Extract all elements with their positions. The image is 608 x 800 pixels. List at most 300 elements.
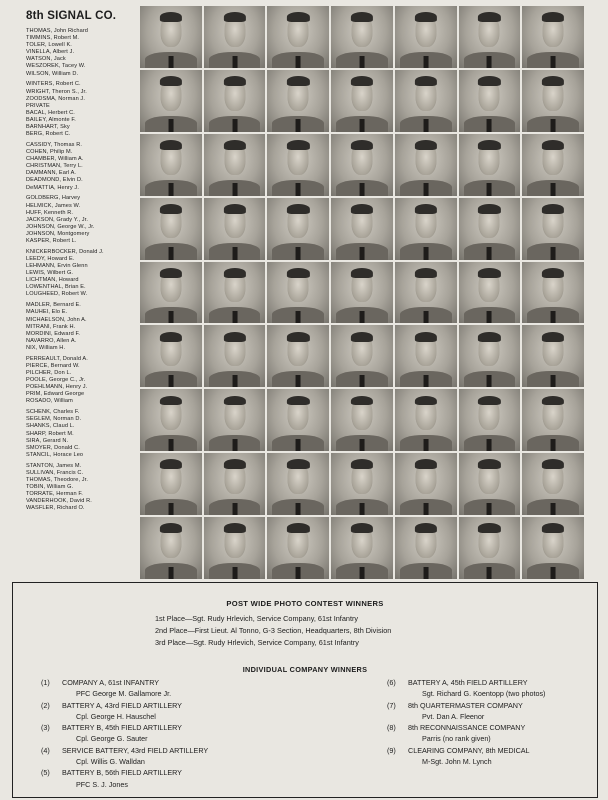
portrait-tie [487, 247, 492, 259]
portrait-photo [459, 325, 521, 387]
portrait-tie [487, 567, 492, 579]
portrait-photo [204, 134, 266, 196]
portrait-hair [542, 140, 564, 150]
roster-name: KNICKERBOCKER, Donald J. [26, 248, 104, 255]
roster-name: SIRA, Gerard N. [26, 437, 69, 444]
portrait-photo [395, 389, 457, 451]
portrait-tie [296, 311, 301, 323]
roster-name: WRIGHT, Theron S., Jr. [26, 88, 87, 95]
winner-number: (4) [41, 745, 50, 755]
portrait-photo [522, 70, 584, 132]
portrait-hair [542, 12, 564, 22]
portrait-photo [522, 198, 584, 260]
portrait-tie [360, 247, 365, 259]
contest-places [155, 613, 391, 649]
portrait-tie [296, 567, 301, 579]
portrait-photo [204, 453, 266, 515]
portrait-hair [287, 268, 309, 278]
portrait-tie [423, 247, 428, 259]
portrait-tie [423, 439, 428, 451]
portrait-tie [423, 503, 428, 515]
roster-name: TORRATE, Herman F. [26, 491, 83, 498]
portrait-tie [551, 119, 556, 131]
portrait-tie [232, 247, 237, 259]
winner-name: PFC George M. Gallamore Jr. [76, 689, 172, 699]
portrait-hair [223, 523, 245, 533]
portrait-hair [415, 332, 437, 342]
portrait-hair [415, 204, 437, 214]
portrait-photo [331, 517, 393, 579]
portrait-hair [542, 523, 564, 533]
portrait-tie [168, 247, 173, 259]
winner-entry [387, 722, 545, 745]
portrait-photo [204, 198, 266, 260]
portrait-photo [204, 517, 266, 579]
portrait-hair [160, 204, 182, 214]
portrait-photo [395, 198, 457, 260]
portrait-hair [351, 268, 373, 278]
roster-name: MICHAELSON, John A. [26, 316, 87, 323]
roster-name: PRIVATE [26, 102, 50, 109]
portrait-photo [267, 134, 329, 196]
roster-name: LEEDY, Howard E. [26, 256, 75, 262]
roster-name: TIMMINS, Robert M. [26, 35, 80, 42]
roster-name: BACAL, Herbert C. [26, 109, 75, 116]
portrait-photo [395, 262, 457, 324]
roster-name: SHANKS, Claud L. [26, 423, 75, 430]
roster-name: WILSON, William D. [26, 70, 79, 77]
portrait-hair [351, 140, 373, 150]
portrait-photo [267, 389, 329, 451]
roster-name: DEADMOND, Elvin D. [26, 177, 83, 184]
portrait-tie [551, 311, 556, 323]
portrait-photo [140, 134, 202, 196]
roster-name: POOLE, George C., Jr. [26, 377, 86, 384]
portrait-tie [232, 119, 237, 131]
portrait-tie [551, 183, 556, 195]
portrait-tie [296, 56, 301, 68]
winners-column-right [387, 677, 545, 767]
portrait-photo [459, 389, 521, 451]
roster-name: PIERCE, Bernard W. [26, 362, 80, 369]
portrait-photo [459, 517, 521, 579]
winner-name: M-Sgt. John M. Lynch [422, 757, 492, 767]
roster-name: PERREAULT, Donald A. [26, 355, 88, 362]
winner-number: (1) [41, 678, 50, 687]
portrait-hair [415, 12, 437, 22]
roster-name: CHAMBER, William A. [26, 156, 84, 163]
portrait-hair [478, 12, 500, 22]
winner-number: (2) [41, 700, 50, 710]
name-group [26, 142, 138, 192]
portrait-hair [351, 12, 373, 22]
portrait-photo [267, 198, 329, 260]
portrait-photo [204, 389, 266, 451]
roster-name: BERG, Robert C. [26, 131, 71, 138]
roster-name: JOHNSON, George W., Jr. [26, 223, 95, 230]
roster-name: HUFF, Kenneth R. [26, 209, 73, 216]
portrait-photo [331, 325, 393, 387]
contest-heading: POST WIDE PHOTO CONTEST WINNERS [226, 599, 384, 608]
winner-entry [387, 677, 545, 700]
portrait-hair [478, 268, 500, 278]
portrait-tie [232, 311, 237, 323]
roster-name: GOLDBERG, Harvey [26, 195, 81, 202]
portrait-hair [160, 268, 182, 278]
portrait-tie [423, 567, 428, 579]
winner-name: Cpl. George H. Hauschel [76, 711, 156, 721]
portrait-photo [459, 198, 521, 260]
winner-entry [41, 722, 208, 745]
contest-third-place: 3rd Place—Sgt. Rudy Hrlevich, Service Company, 61st Infantry [155, 638, 359, 647]
portrait-hair [287, 396, 309, 406]
roster-name: SHARP, Robert M. [26, 430, 74, 437]
portrait-tie [296, 119, 301, 131]
roster-name: LOWENTHAL, Brian E. [26, 284, 86, 291]
portrait-tie [551, 56, 556, 68]
portrait-hair [160, 76, 182, 86]
winner-name: Parris (no rank given) [422, 734, 491, 744]
portrait-photo [204, 6, 266, 68]
portrait-hair [415, 268, 437, 278]
portrait-photo [522, 6, 584, 68]
name-group [26, 409, 138, 459]
portrait-photo [522, 517, 584, 579]
portrait-tie [296, 439, 301, 451]
winner-unit: 8th RECONNAISSANCE COMPANY [408, 723, 526, 733]
portrait-hair [223, 204, 245, 214]
portrait-hair [415, 523, 437, 533]
roster-name: ROSADO, William [26, 398, 73, 405]
portrait-hair [351, 204, 373, 214]
roster-name: MITRANI, Frank H. [26, 323, 76, 330]
winner-number: (9) [387, 745, 396, 755]
roster-name: LEWIS, Wilbert G. [26, 270, 74, 277]
winner-number: (8) [387, 723, 396, 733]
portrait-photo [140, 325, 202, 387]
roster-name: CASSIDY, Thomas R. [26, 142, 82, 148]
winner-name: PFC S. J. Jones [76, 779, 128, 789]
roster-name: SULLIVAN, Francis C. [26, 469, 84, 476]
portrait-hair [478, 459, 500, 469]
portrait-photo [395, 517, 457, 579]
portrait-photo [267, 70, 329, 132]
portrait-photo [204, 325, 266, 387]
portrait-tie [551, 567, 556, 579]
roster-name: MADLER, Bernard E. [26, 302, 81, 309]
portrait-tie [168, 119, 173, 131]
portrait-hair [542, 459, 564, 469]
winner-unit: BATTERY B, 56th FIELD ARTILLERY [62, 768, 182, 778]
name-group [26, 302, 138, 352]
portrait-tie [423, 56, 428, 68]
name-group [26, 249, 138, 299]
winner-unit: CLEARING COMPANY, 8th MEDICAL [408, 745, 530, 755]
roster-name: CHRISTMAN, Terry L. [26, 163, 83, 170]
portrait-hair [160, 332, 182, 342]
portrait-tie [168, 311, 173, 323]
portrait-hair [351, 76, 373, 86]
winner-unit: COMPANY A, 61st INFANTRY [62, 678, 160, 687]
name-group [26, 463, 138, 513]
portrait-tie [232, 183, 237, 195]
roster-name: SMOYER, Donald C. [26, 444, 80, 451]
portrait-hair [287, 12, 309, 22]
winner-name: Cpl. George G. Sauter [76, 734, 148, 744]
roster-name: WESZOREK, Tacey W. [26, 63, 86, 70]
portrait-photo [459, 453, 521, 515]
portrait-photo [140, 70, 202, 132]
portrait-hair [415, 396, 437, 406]
portrait-photo [522, 389, 584, 451]
winner-unit: 8th QUARTERMASTER COMPANY [408, 700, 523, 710]
contest-second-place: 2nd Place—First Lieut. Al Tonno, G-3 Section, Headquarters, 8th Division [155, 626, 392, 635]
roster-name: JACKSON, Grady Y., Jr. [26, 216, 88, 223]
individual-winners-heading: INDIVIDUAL COMPANY WINNERS [242, 665, 368, 674]
portrait-photo [459, 262, 521, 324]
winner-entry [387, 745, 545, 768]
portrait-tie [423, 311, 428, 323]
winner-number: (3) [41, 723, 50, 733]
portrait-tie [551, 247, 556, 259]
portrait-hair [478, 523, 500, 533]
portrait-tie [232, 56, 237, 68]
portrait-hair [351, 523, 373, 533]
portrait-tie [168, 56, 173, 68]
portrait-hair [223, 396, 245, 406]
portrait-tie [423, 183, 428, 195]
portrait-photo [267, 517, 329, 579]
name-group [26, 356, 138, 406]
portrait-tie [551, 503, 556, 515]
portrait-photo [140, 453, 202, 515]
roster-name: VINELLA, Albert J. [26, 49, 75, 56]
portrait-photo [395, 6, 457, 68]
winner-entry [41, 677, 208, 700]
roster-name: JOHNSON, Montgomery [26, 230, 90, 237]
winner-unit: BATTERY A, 43rd FIELD ARTILLERY [62, 700, 182, 710]
portrait-tie [232, 439, 237, 451]
portrait-tie [360, 503, 365, 515]
roster-name: NIX, William H. [26, 344, 66, 351]
portrait-photo [140, 389, 202, 451]
portrait-tie [168, 439, 173, 451]
portrait-hair [542, 268, 564, 278]
roster-name: WASFLER, Richard O. [26, 505, 85, 512]
portrait-photo [395, 453, 457, 515]
roster-name: PILCHER, Don L. [26, 370, 72, 376]
portrait-tie [360, 311, 365, 323]
portrait-photo [267, 325, 329, 387]
portrait-hair [160, 459, 182, 469]
roster-name: THOMAS, Theodore, Jr. [26, 476, 88, 483]
winner-name: Sgt. Richard G. Koentopp (two photos) [422, 689, 546, 699]
roster-name: PRIM, Edward George [26, 391, 85, 398]
portrait-hair [415, 76, 437, 86]
portrait-photo [140, 6, 202, 68]
portrait-hair [287, 204, 309, 214]
portrait-tie [487, 56, 492, 68]
winners-column-left [41, 677, 208, 790]
portrait-hair [542, 76, 564, 86]
portrait-tie [296, 247, 301, 259]
portrait-tie [423, 375, 428, 387]
roster-name: TOLER, Lowell K. [26, 42, 72, 49]
portrait-tie [487, 119, 492, 131]
portrait-photo [395, 134, 457, 196]
portrait-photo [522, 325, 584, 387]
portrait-photo [331, 389, 393, 451]
portrait-hair [223, 459, 245, 469]
portrait-hair [287, 140, 309, 150]
winner-number: (5) [41, 768, 50, 778]
portrait-hair [287, 523, 309, 533]
roster-name: DAMMANN, Earl A. [26, 170, 77, 177]
portrait-hair [351, 396, 373, 406]
portrait-tie [360, 183, 365, 195]
portrait-photo [522, 262, 584, 324]
portrait-photo [267, 262, 329, 324]
portrait-tie [296, 183, 301, 195]
portrait-hair [223, 332, 245, 342]
winner-name: Cpl. Willis G. Walldan [76, 757, 145, 767]
portrait-tie [296, 375, 301, 387]
portrait-tie [232, 567, 237, 579]
portrait-photo [331, 70, 393, 132]
roster-name: LEHMANN, Ervin Glenn [26, 263, 88, 270]
roster-name: MORDINI, Edward F. [26, 330, 81, 337]
portrait-hair [287, 459, 309, 469]
roster-name: LOUGHEED, Robert W. [26, 291, 88, 298]
portrait-tie [551, 375, 556, 387]
portrait-hair [160, 523, 182, 533]
portrait-photo [204, 262, 266, 324]
portrait-hair [478, 140, 500, 150]
portrait-hair [478, 76, 500, 86]
contest-first-place: 1st Place—Sgt. Rudy Hrlevich, Service Company, 61st Infantry [155, 614, 359, 623]
roster-name: DeMATTIA, Henry J. [26, 184, 79, 191]
portrait-photo [395, 325, 457, 387]
portrait-photo [267, 453, 329, 515]
portrait-tie [487, 503, 492, 515]
name-group [26, 81, 138, 138]
portrait-photo [395, 70, 457, 132]
portrait-photo [331, 134, 393, 196]
portrait-tie [551, 439, 556, 451]
winner-entry [387, 700, 545, 723]
portrait-hair [478, 396, 500, 406]
portrait-tie [296, 503, 301, 515]
winner-unit: SERVICE BATTERY, 43rd FIELD ARTILLERY [62, 745, 209, 755]
portrait-photo [331, 453, 393, 515]
roster-name: STANTON, James M. [26, 462, 82, 469]
portrait-hair [542, 396, 564, 406]
portrait-tie [360, 567, 365, 579]
roster-name: SEGLEM, Norman D. [26, 416, 82, 423]
portrait-hair [542, 332, 564, 342]
portrait-photo [204, 70, 266, 132]
portrait-photo [140, 262, 202, 324]
portrait-hair [287, 76, 309, 86]
portrait-hair [160, 12, 182, 22]
page-title: 8th SIGNAL CO. [26, 10, 117, 22]
portrait-hair [223, 12, 245, 22]
portrait-hair [478, 204, 500, 214]
winner-name: Pvt. Dan A. Fleenor [422, 711, 485, 721]
portrait-photo [140, 517, 202, 579]
roster-name: NAVARRO, Allen A. [26, 337, 77, 344]
roster-name: WATSON, Jack [26, 56, 66, 63]
portrait-tie [423, 119, 428, 131]
portrait-hair [351, 459, 373, 469]
portrait-tie [360, 119, 365, 131]
portrait-photo [459, 6, 521, 68]
portrait-photo [522, 134, 584, 196]
photo-contest-box [12, 582, 598, 798]
roster-name-list [26, 28, 138, 516]
roster-name: SCHENK, Charles F. [26, 409, 80, 416]
portrait-tie [168, 375, 173, 387]
portrait-photo [267, 6, 329, 68]
roster-name: MAUHEI, Elo E. [26, 309, 68, 316]
portrait-hair [478, 332, 500, 342]
portrait-hair [351, 332, 373, 342]
roster-name: THOMAS, John Richard [26, 28, 88, 34]
portrait-tie [360, 56, 365, 68]
portrait-hair [542, 204, 564, 214]
winner-unit: BATTERY A, 45th FIELD ARTILLERY [408, 678, 528, 687]
roster-name: POEHLMANN, Henry J. [26, 384, 88, 391]
portrait-photo [140, 198, 202, 260]
portrait-tie [487, 375, 492, 387]
portrait-photo [331, 262, 393, 324]
portrait-photo [459, 134, 521, 196]
name-group [26, 28, 138, 78]
winner-entry [41, 745, 208, 768]
portrait-photo [459, 70, 521, 132]
portrait-hair [223, 268, 245, 278]
portrait-photo [331, 6, 393, 68]
roster-name: VANDERHOOK, David R. [26, 498, 92, 505]
portrait-tie [487, 311, 492, 323]
winner-entry [41, 767, 208, 790]
roster-name: BAILEY, Almonte F. [26, 116, 76, 123]
portrait-tie [360, 375, 365, 387]
winner-number: (7) [387, 700, 396, 710]
winner-entry [41, 700, 208, 723]
portrait-hair [415, 459, 437, 469]
roster-name: STANCIL, Horace Leo [26, 451, 84, 458]
roster-name: COHEN, Philip M. [26, 149, 73, 156]
name-group [26, 195, 138, 245]
roster-name: LICHTMAN, Howard [26, 277, 79, 284]
portrait-tie [168, 567, 173, 579]
portrait-photo-grid [140, 6, 584, 579]
portrait-tie [360, 439, 365, 451]
portrait-hair [415, 140, 437, 150]
roster-name: ZOODSMA, Norman J. [26, 95, 85, 102]
portrait-hair [287, 332, 309, 342]
roster-name: WINTERS, Robert C. [26, 81, 81, 88]
portrait-hair [160, 396, 182, 406]
roster-name: TOBIN, William G. [26, 484, 74, 490]
roster-name: HELMICK, James W. [26, 202, 81, 209]
portrait-photo [522, 453, 584, 515]
portrait-tie [232, 503, 237, 515]
portrait-tie [487, 439, 492, 451]
roster-name: BARNHART, Sky [26, 124, 70, 131]
portrait-tie [168, 503, 173, 515]
